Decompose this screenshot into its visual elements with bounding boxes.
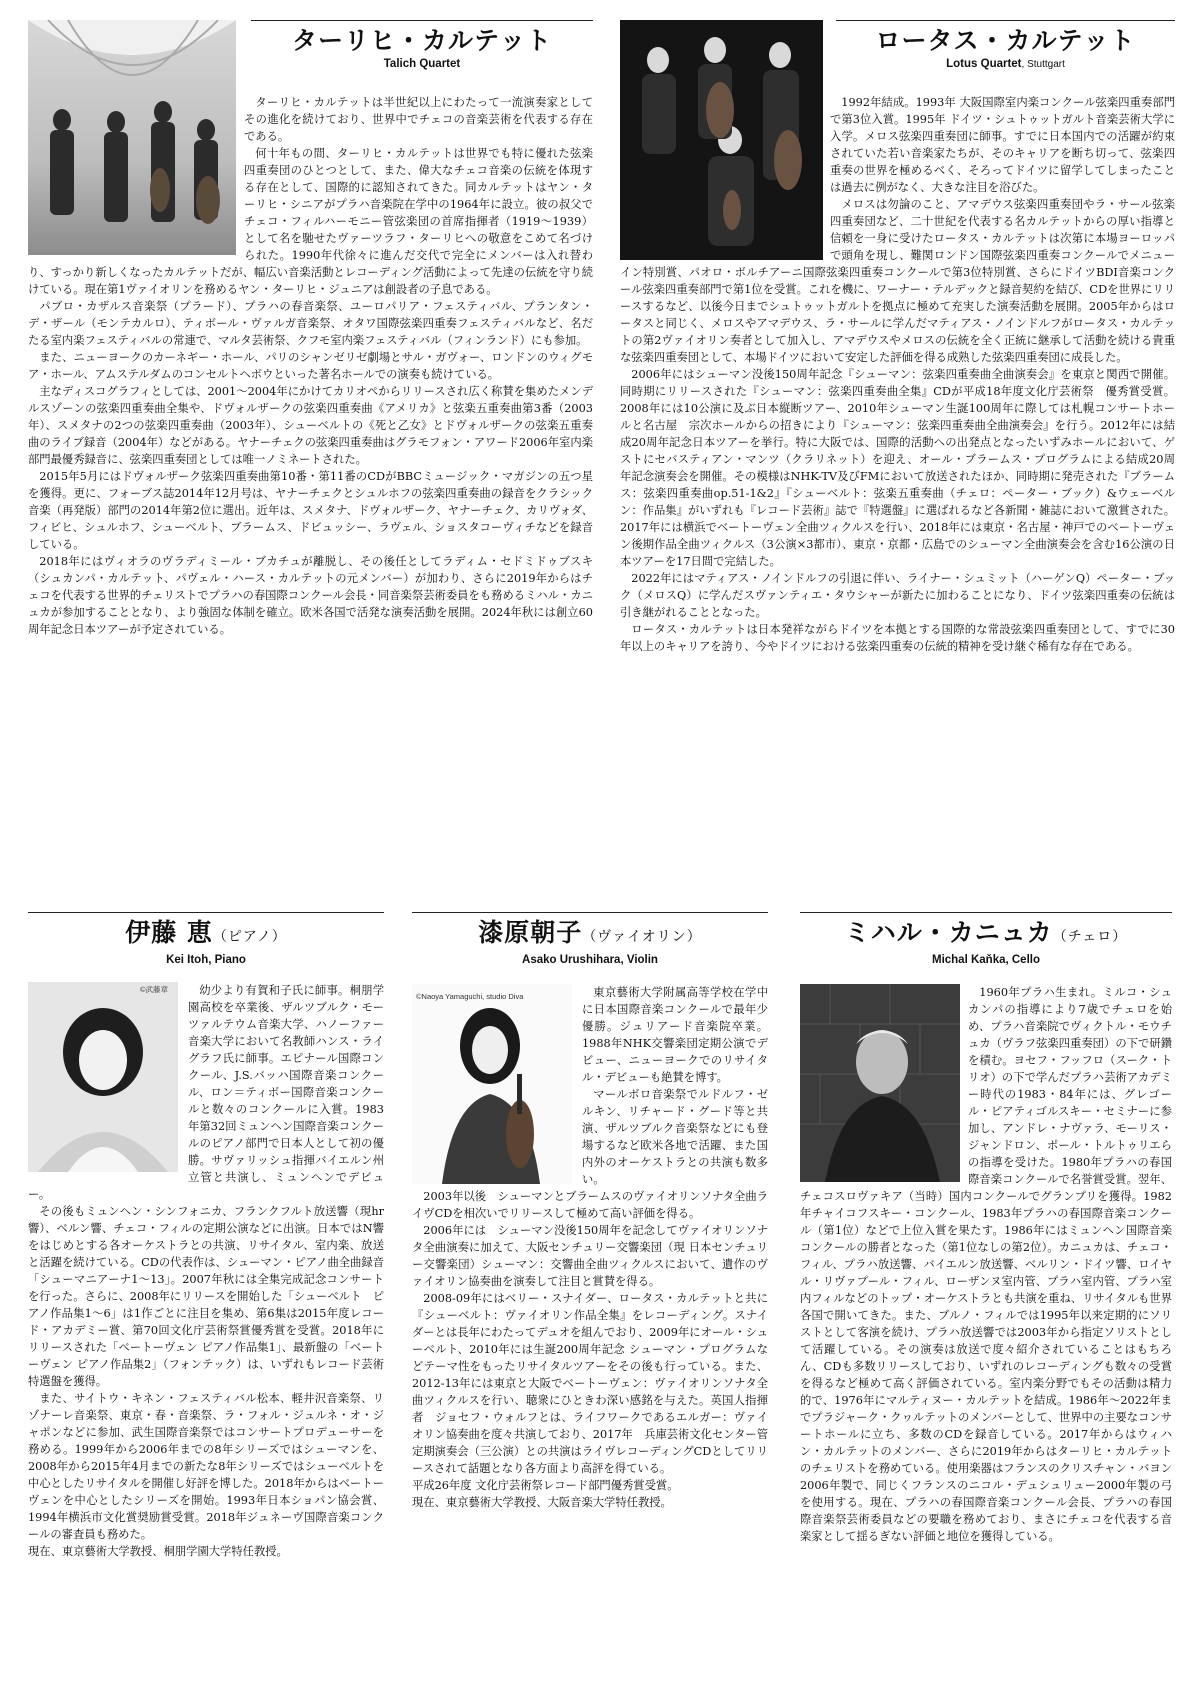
talich-paragraph: 何十年もの間、ターリヒ・カルテットは世界でも特に優れた弦楽四重奏団のひとつとして、また、偉大なチェコ音楽の伝統を体現する存在として、国際的に認知されてきた。同カルテットはヤン・ターリヒ・シニアがプラハ音楽院在学中の1964年に設立。彼の叔父でチェコ・フィルハーモニー管弦楽団の首席指揮者（1919〜1939）として名を馳せたヴァーツラフ・ターリヒへの敬意をこめて名づけられた。1990年代徐々に進んだ交代で完全にメンバーは入れ替わり、すっかり新しくなったカルテットだが、幅広い音楽活動とレコーディング活動によって先達の伝統を守り続けている。現在第1ヴァイオリンを務めるヤン・ターリヒ・ジュニアは創設者の子息である。 [28, 147, 593, 296]
urushihara-name: 漆原朝子（ヴァイオリン） [478, 918, 702, 947]
lotus-paragraph: 2022年にはマティアス・ノインドルフの引退に伴い、ライナー・シュミット（ハーゲンQ）ペーター・ブック（メロスQ）に学んだスヴァンティエ・タウシャーが新たに加わることになり、ドイツ弦楽四重奏の伝統は引き継がれることとなった。 [620, 572, 1175, 619]
kanka-paragraph: 1960年プラハ生まれ。ミルコ・シュカンパの指導により7歳でチェロを始め、プラハ音楽院でヴィクトル・モウチュカ（ヴラフ弦楽四重奏団）の下で研鑽を積む。ヨセフ・フッフロ（スーク・トリオ）の下で学んだプラハ芸術アカデミー時代の1983・84年には、グレゴール・ピアティゴルスキー・セミナーに参加し、アンドレ・ナヴァラ、モーリス・ジャンドロン、ポール・トルトゥリエらの指導を受けた。1980年プラハの春国際音楽コンクールで名誉賞受賞。翌年、チェコスロヴァキア（当時）国内コンクールでグランプリを獲得。1982年チャイコフスキー・コンクール、1983年プラハの春国際音楽コンクール（第1位）などで上位入賞を果たす。1986年にはミュンヘン国際音楽コンクールの勝者となった（第1位なしの第2位）。カニュカは、チェコ・フィル、プラハ放送響、バイエルン放送響、ベルリン・ドイツ響、ロイヤル・リヴァプール・フィル、ローザンヌ室内管、プラハ室内管、プラハ室内フィルなどのトップ・オーケストラとも共演を重ね、リサイタルも世界各国で開いてきた。また、ブルノ・フィルでは1995年以来定期的にソリストとして客演を続け、プラハ放送響では2003年から指定ソリストとして活躍している。その演奏は放送で度々紹介されていることはもちろん、CDも多数リリースしており、いずれのレコーディングも数々の受賞を得るなど極めて高く評価されている。室内楽分野でもその活動は精力的で、1976年にマルティヌー・カルテットを結成。1986年〜2022年までプラジャーク・クヮルテットのメンバーとして、世界中の主要なコンサートホールに立ち、多数のCDを録音している。2017年からはウィハン・カルテットのメンバー、さらに2019年からはターリヒ・カルテットのチェリストを務めている。使用楽器はフランスのクリスチャン・バヨン2006年製で、同じくフランスのニコル・デュシュリュー2000年製の弓を使用する。現在、プラハの春国際音楽コンクール会長、プラハの春国際音楽祭芸術委員などの要職を務めており、まさにチェコを代表する音楽家として揺るぎない評価と地位を獲得している。 [800, 986, 1172, 1543]
lotus-paragraph: 1992年結成。1993年 大阪国際室内楽コンクール弦楽四重奏部門で第3位入賞。1995年 ドイツ・シュトゥットガルト音楽芸術大学に入学。メロス弦楽四重奏団に師事。すでに日本国内での活躍が約束されていた若い音楽家たちが、そのキャリアを断ち切って、弦楽四重奏の世界を極めるべく、そろってドイツに留学してしまったことは過去に例がなく、大きな注目を浴びた。 [830, 96, 1175, 194]
urushihara-section [412, 912, 768, 1692]
urushihara-paragraph: マールボロ音楽祭でルドルフ・ゼルキン、リチャード・グード等と共演、ザルツブルク音楽祭などにも登場するなど欧米各地で活躍、また国内外のオーケストラとの共演も数多い。 [582, 1088, 768, 1186]
talich-roman-name: Talich Quartet [383, 58, 461, 70]
urushihara-photo-credit: ©Naoya Yamaguchi, studio Diva [416, 992, 524, 1001]
itoh-paragraph: その後もミュンヘン・シンフォニカ、フランクフルト放送響（現hr響）、ベルン響、チェコ・フィルの定期公演などに出演。日本ではN響をはじめとする各オーケストラとの共演、リサイタル、室内楽、放送と活躍を続けている。CDの代表作は、シューマン・ピアノ曲全曲録音「シューマニアーナ1〜13」。2007年秋には全集完成記念コンサートを行った。さらに、2008年にリリースを開始した「シューベルト ピアノ作品集1〜6」は1作ごとに注目を集め、第6集は2015年度レコード・アカデミー賞、第70回文化庁芸術祭賞優秀賞を受賞。2018年にリリースされた「ベートーヴェン ピアノ作品集1」、最新盤の「ベートーヴェン ピアノ作品集2」（フォンテック）は、いずれもレコード芸術特選盤を獲得。 [28, 1205, 384, 1388]
itoh-roman-name: Kei Itoh, Piano [166, 954, 246, 966]
lotus-roman-name: Lotus Quartet, Stuttgart [946, 58, 1065, 70]
lotus-paragraph: 2006年にはシューマン没後150周年記念『シューマン：弦楽四重奏曲全曲演奏会』を東京と関西で開催。同時期にリリースされた『シューマン：弦楽四重奏曲全集』CDが平成18年度文化庁芸術祭 優秀賞受賞。2008年には10公演に及ぶ日本縦断ツアー、2010年シューマン生誕100周年に際しては札幌コンサートホールと名古屋 宗次ホールからの招きにより『シューマン：弦楽四重奏曲全曲演奏会』を行う。2012年には結成20周年記念日本ツアーを挙行。特に大阪では、国際的活動への出発点となったいずみホールにおいて、ゲストにセバスティアン・マンツ（クラリネット）を迎え、オール・ブラームス・プログラムによる結成20周年記念演奏会を開催。その模様はNHK-TV及びFMにおいて放送されたほか、同時期に発売された『ブラームス：弦楽四重奏曲op.51-1&2』『シューベルト：弦楽五重奏曲（チェロ：ペーター・ブック）&ウェーベルン：作品集』がいずれも『レコード芸術』誌で『特選盤』に選ばれるなど各新聞・雑誌において激賞された。2017年には横浜でベートーヴェン全曲ツィクルスを行い、2018年には東京・名古屋・神戸でのベートーヴェン後期作品全曲ツィクルス（3公演×3都市）、東京・京都・広島でのシューマン全曲演奏会を含む16公演の日本ツアーを17日間で完結した。 [620, 368, 1175, 568]
urushihara-paragraph: 2006年には シューマン没後150周年を記念してヴァイオリンソナタ全曲演奏に加えて、大阪センチュリー交響楽団（現 日本センチュリー交響楽団）シューマン：交響曲全曲ツィクルスにおいて、遺作のヴァイオリン協奏曲を演奏して注目と賞賛を得る。 [412, 1224, 768, 1288]
itoh-section [28, 912, 384, 1692]
itoh-photo-credit: ©武藤章 [140, 985, 169, 994]
lotus-header [836, 20, 1175, 72]
lotus-biography [620, 94, 1175, 655]
urushihara-paragraph: 現在、東京藝術大学教授、大阪音楽大学特任教授。 [412, 1496, 672, 1509]
kanka-biography [800, 984, 1172, 1545]
itoh-paragraph: 幼少より有賀和子氏に師事。桐朋学園高校を卒業後、ザルツブルク・モーツァルテウム音楽大学、ハノーファー音楽大学において名教師ハンス・ライグラフ氏に師事。エピナール国際コンクール、J.S.バッハ国際音楽コンクール、ロン＝ティボー国際音楽コンクールと数々のコンクールに入賞。1983年第32回ミュンヘン国際音楽コンクールのピアノ部門で日本人として初の優勝。サヴァリッシュ指揮バイエルン州立管と共演し、ミュンヘンでデビュー。 [28, 984, 384, 1201]
itoh-biography [28, 982, 384, 1560]
talich-paragraph: パブロ・カザルス音楽祭（プラード）、プラハの春音楽祭、ユーロパリア・フェスティバル、プランタン・デ・ザール（モンテカルロ）、ティボール・ヴァルガ音楽祭、オタワ国際弦楽四重奏フェスティバルなど、名だたる室内楽フェスティバルの常連で、マルタ芸術祭、クフモ室内楽フェスティバル（フィンランド）にも参加。 [28, 300, 593, 347]
urushihara-roman-name: Asako Urushihara, Violin [522, 954, 658, 966]
lotus-paragraph: ロータス・カルテットは日本発祥ながらドイツを本拠とする国際的な常設弦楽四重奏団として、すでに30年以上のキャリアを誇り、今やドイツにおける弦楽四重奏の伝統的精神を受け継ぐ稀有な存在である。 [620, 623, 1175, 653]
kanka-name: ミハル・カニュカ（チェロ） [844, 918, 1128, 947]
talich-paragraph: 主なディスコグラフィとしては、2001〜2004年にかけてカリオペからリリースされ広く称賛を集めたメンデルスゾーンの弦楽四重奏曲全集や、ドヴォルザークの弦楽四重奏曲《アメリカ》と弦楽五重奏曲第3番（2003年）、スメタナの2つの弦楽四重奏曲（2003年）、シューベルトの《死と乙女》とドヴォルザークの弦楽五重奏曲のライブ録音（2004年）などがある。ヤナーチェクの弦楽四重奏曲はグラモフォン・アワード2006年室内楽部門最優秀録音に、弦楽四重奏団としては唯一ノミネートされた。 [28, 385, 593, 466]
talich-paragraph: 2018年にはヴィオラのヴラディミール・ブカチュが離脱し、その後任としてラディム・セドミドゥブスキ（シュカンパ・カルテット、パヴェル・ハース・カルテットの元メンバー）が加わり、さらに2019年からはチェコを代表する世界的チェリストでプラハの春国際コンクール会長・同音楽祭芸術委員をも務めるミハル・カニュカが参加することとなり、より強固な体制を確立。欧米各国で活発な演奏活動を展開。2024年秋には創立60周年記念日本ツアーが予定されている。 [28, 555, 593, 636]
talich-header [251, 20, 593, 72]
talich-name: ターリヒ・カルテット [291, 26, 552, 55]
kanka-header [800, 912, 1172, 968]
kanka-roman-name: Michal Kaňka, Cello [931, 954, 1040, 966]
itoh-header [28, 912, 384, 968]
urushihara-paragraph: 2008-09年にはベリー・スナイダー、ロータス・カルテットと共に『シューベルト：ヴァイオリン作品全集』をレコーディング。スナイダーとは長年にわたってデュオを組んでおり、2009年にオール・シューベルト、2010年には生誕200周年記念 シューマン・プログラムなどテーマ性をもったリサイタルツアーをその後も行っている。また、2012-13年には東京と大阪でベートーヴェン：ヴァイオリンソナタ全曲ツィクルスを行い、聴衆にひときわ深い感銘を与えた。英国人指揮者 ジョセフ・ウォルフとは、ライフワークであるエルガー：ヴァイオリン協奏曲を度々共演しており、2017年 兵庫芸術文化センター管定期演奏会（三公演）との共演はライヴレコーディングCDとしてリリースされて話題となり各方面より高評を得ている。 [412, 1292, 768, 1475]
urushihara-biography [412, 984, 768, 1511]
itoh-name: 伊藤 恵（ピアノ） [125, 918, 287, 947]
urushihara-header [412, 912, 768, 968]
talich-paragraph: 2015年5月にはドヴォルザーク弦楽四重奏曲第10番・第11番のCDがBBCミュージック・マガジンの五つ星を獲得。更に、フォーブス誌2014年12月号は、ヤナーチェクとシュルホフの弦楽四重奏曲の録音をクラシック音楽（再発版）部門の2014年第2位に選出。近年は、スメタナ、ドヴォルザーク、ヤナーチェク、カリヴォダ、フィビヒ、シュルホフ、シューベルト、ブラームス、ドビュッシー、ラヴェル、ショスタコーヴィチなどを録音している。 [28, 470, 593, 551]
lotus-section [620, 20, 1175, 810]
kanka-section [800, 912, 1172, 1692]
talich-paragraph: また、ニューヨークのカーネギー・ホール、パリのシャンゼリゼ劇場とサル・ガヴォー、ロンドンのウィグモア・ホール、アムステルダムのコンセルトヘボウといった著名ホールでの演奏も続けている。 [28, 351, 593, 381]
itoh-paragraph: 現在、東京藝術大学教授、桐朋学園大学特任教授。 [28, 1545, 288, 1558]
urushihara-paragraph: 平成26年度 文化庁芸術祭レコード部門優秀賞受賞。 [412, 1479, 679, 1492]
itoh-paragraph: また、サイトウ・キネン・フェスティバル松本、軽井沢音楽祭、リゾナーレ音楽祭、東京・春・音楽祭、ラ・フォル・ジュルネ・オ・ジャポンなどに参加、武生国際音楽祭ではコンサートプロデューサーを務める。1999年から2006年までの8年シリーズではシューマンを、2008年から2015年4月までの新たな8年シリーズではシューベルトを中心としたリサイタルを開催し好評を博した。2018年からはベートーヴェンを中心としたシリーズを開始。1993年日本ショパン協会賞、1994年横浜市文化賞奨励賞受賞。2018年ジュネーヴ国際音楽コンクールの審査員も務めた。 [28, 1392, 384, 1541]
urushihara-paragraph: 東京藝術大学附属高等学校在学中に日本国際音楽コンクールで最年少優勝。ジュリアード音楽院卒業。1988年NHK交響楽団定期公演でデビュー、ニューヨークでのリサイタル・デビューも絶賛を博す。 [582, 986, 768, 1084]
urushihara-paragraph: 2003年以後 シューマンとブラームスのヴァイオリンソナタ全曲ライヴCDを相次いでリリースして極めて高い評価を得る。 [412, 1190, 768, 1220]
lotus-name: ロータス・カルテット [875, 26, 1136, 55]
talich-section [28, 20, 593, 810]
talich-biography [28, 94, 593, 638]
talich-paragraph: ターリヒ・カルテットは半世紀以上にわたって一流演奏家としてその進化を続けており、世界中でチェコの音楽芸術を代表する存在である。 [244, 96, 593, 143]
lotus-paragraph: メロスは勿論のこと、アマデウス弦楽四重奏団やラ・サール弦楽四重奏団など、二十世紀を代表する名カルテットからの厚い指導と信頼を一身に受けたロータス・カルテットは次第に本場ヨーロッパで頭角を現し、難関ロンドン国際弦楽四重奏コンクールでメニューイン特別賞、パオロ・ボルチアーニ国際弦楽四重奏コンクールで第3位特別賞、さらにドイツBDI音楽コンクール弦楽四重奏部門で第1位を受賞。これを機に、ワーナー・テルデックと録音契約を結び、CDを世界にリリースするなど、以後今日までシュトゥットガルトを拠点に極めて充実した演奏活動を展開。2005年からはロータスと同じく、メロスやアマデウス、ラ・サールに学んだマティアス・ノインドルフがロータス・カルテットの第2ヴァイオリン奏者として加入し、アマデウスやメロスの伝統を全く正統に継承して活動を続ける貴重な弦楽四重奏団として、本場ドイツにおいて安定した評価を得る成熟した弦楽四重奏団に成長した。 [620, 198, 1175, 364]
